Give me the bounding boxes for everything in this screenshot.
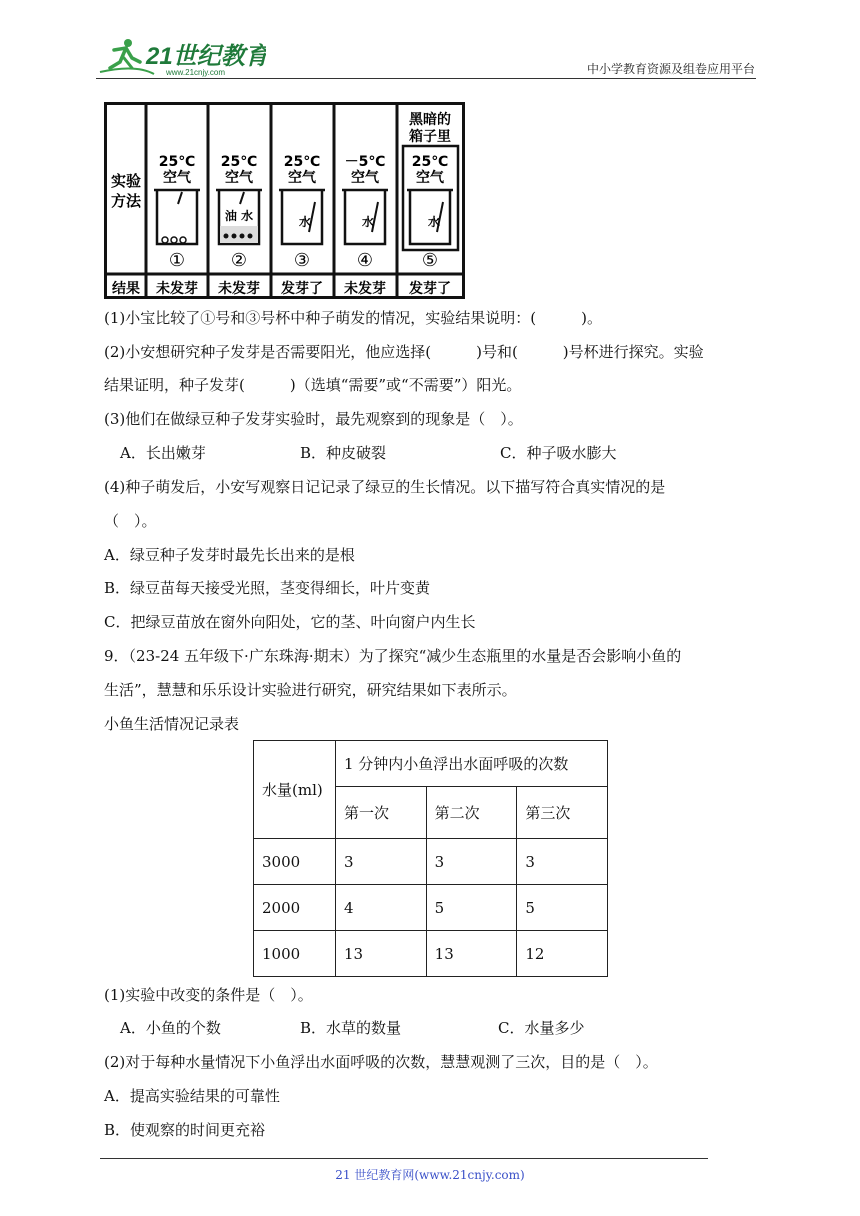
- q8-part2-line1: (2)小安想研究种子发芽是否需要阳光，他应选择( )号和( )号杯进行探究。实验: [104, 343, 704, 361]
- table-cell: 5: [426, 885, 517, 931]
- cup-result: 未发芽: [218, 281, 260, 297]
- svg-text:空气: 空气: [163, 170, 191, 186]
- table-row: [254, 931, 608, 977]
- cup-5: [403, 111, 458, 297]
- cup-number: ③: [293, 250, 311, 271]
- option-a[interactable]: A．长出嫩芽: [120, 444, 206, 462]
- q8-part4-option-b[interactable]: B．绿豆苗每天接受光照，茎变得细长，叶片变黄: [104, 579, 431, 597]
- table-group-header: 1 分钟内小鱼浮出水面呼吸的次数: [336, 741, 608, 787]
- site-logo: [96, 34, 266, 80]
- table-cell: 3: [517, 839, 608, 885]
- svg-text:25℃: 25℃: [158, 154, 196, 170]
- svg-text:空气: 空气: [288, 170, 316, 186]
- svg-text:空气: 空气: [225, 170, 253, 186]
- table-cell: 3: [426, 839, 517, 885]
- table-cell: 2000: [254, 885, 336, 931]
- svg-text:空气: 空气: [351, 170, 379, 186]
- experiment-figure: [104, 102, 466, 299]
- q9-stem-line1: 9．（23-24 五年级下·广东珠海·期末）为了探究“减少生态瓶里的水量是否会影响小鱼的: [104, 647, 682, 665]
- table-subheader: 第二次: [426, 787, 517, 839]
- q9-part2-option-b[interactable]: B．使观察的时间更充裕: [104, 1121, 266, 1139]
- option-a[interactable]: A．小鱼的个数: [120, 1019, 221, 1037]
- svg-text:25℃: 25℃: [283, 154, 321, 170]
- table-cell: 13: [426, 931, 517, 977]
- cup-number: ④: [356, 250, 374, 271]
- cup-number: ①: [168, 250, 186, 271]
- cup-1: [154, 154, 200, 297]
- option-b[interactable]: B．水草的数量: [300, 1019, 402, 1037]
- footer-link[interactable]: 21 世纪教育网(www.21cnjy.com): [335, 1168, 525, 1182]
- cup-4: [342, 154, 388, 297]
- q8-part2-line2: 结果证明，种子发芽( )（选填“需要”或“不需要”）阳光。: [104, 376, 522, 394]
- cup-number: ②: [230, 250, 248, 271]
- logo-url: www.21cnjy.com: [166, 68, 225, 77]
- q9-stem-line2: 生活”，慧慧和乐乐设计实验进行研究，研究结果如下表所示。: [104, 681, 517, 699]
- cup-3: [279, 154, 325, 297]
- cup-2: [216, 154, 262, 297]
- table-cell: 3: [336, 839, 427, 885]
- table-cell: 13: [336, 931, 427, 977]
- svg-text:油 水: 油 水: [224, 209, 254, 223]
- header-site-name: 中小学教育资源及组卷应用平台: [586, 62, 755, 76]
- option-c[interactable]: C．种子吸水膨大: [500, 444, 617, 462]
- table-row: [254, 885, 608, 931]
- cup-result: 未发芽: [344, 281, 386, 297]
- svg-text:箱子里: 箱子里: [409, 129, 451, 145]
- svg-text:空气: 空气: [416, 170, 444, 186]
- footer-divider: [100, 1158, 708, 1159]
- q9-part2: (2)对于每种水量情况下小鱼浮出水面呼吸的次数，慧慧观测了三次，目的是（ ）。: [104, 1053, 658, 1071]
- method-label-1: 实验: [110, 172, 142, 190]
- result-label: 结果: [112, 281, 140, 297]
- cup-result: 未发芽: [156, 281, 198, 297]
- q8-part1: (1)小宝比较了①号和③号杯中种子萌发的情况，实验结果说明：( )。: [104, 309, 602, 327]
- logo-text: 21世纪教育: [146, 43, 266, 70]
- method-label-2: 方法: [110, 192, 142, 210]
- table-cell: 12: [517, 931, 608, 977]
- table-subheader: 第一次: [336, 787, 427, 839]
- option-b[interactable]: B．种皮破裂: [300, 444, 387, 462]
- table-subheader: 第三次: [517, 787, 608, 839]
- q9-table-title: 小鱼生活情况记录表: [104, 715, 240, 733]
- table-header-water: 水量(ml): [254, 741, 336, 839]
- svg-text:水: 水: [298, 215, 312, 229]
- q8-part4-line1: (4)种子萌发后，小安写观察日记记录了绿豆的生长情况。以下描写符合真实情况的是: [104, 478, 666, 496]
- cup-number: ⑤: [421, 250, 439, 271]
- q9-part1: (1)实验中改变的条件是（ ）。: [104, 986, 313, 1004]
- option-c[interactable]: C．水量多少: [498, 1019, 585, 1037]
- table-cell: 4: [336, 885, 427, 931]
- q9-part2-option-a[interactable]: A．提高实验结果的可靠性: [104, 1087, 280, 1105]
- svg-text:水: 水: [427, 215, 441, 229]
- fish-record-table: [253, 740, 608, 977]
- header-divider: [96, 78, 756, 79]
- svg-text:25℃: 25℃: [411, 154, 449, 170]
- q8-part3: (3)他们在做绿豆种子发芽实验时，最先观察到的现象是（ ）。: [104, 410, 523, 428]
- q8-part4-option-c[interactable]: C．把绿豆苗放在窗外向阳处，它的茎、叶向窗户内生长: [104, 613, 476, 631]
- svg-text:水: 水: [361, 215, 375, 229]
- cup-result: 发芽了: [409, 281, 451, 297]
- table-cell: 5: [517, 885, 608, 931]
- cup-result: 发芽了: [281, 281, 323, 297]
- table-cell: 3000: [254, 839, 336, 885]
- table-row: [254, 839, 608, 885]
- q8-part4-option-a[interactable]: A．绿豆种子发芽时最先长出来的是根: [104, 546, 355, 564]
- table-cell: 1000: [254, 931, 336, 977]
- q8-part4-line2: （ ）。: [104, 512, 157, 530]
- svg-text:－5℃: －5℃: [344, 154, 386, 170]
- svg-text:25℃: 25℃: [220, 154, 258, 170]
- svg-text:黑暗的: 黑暗的: [409, 112, 451, 128]
